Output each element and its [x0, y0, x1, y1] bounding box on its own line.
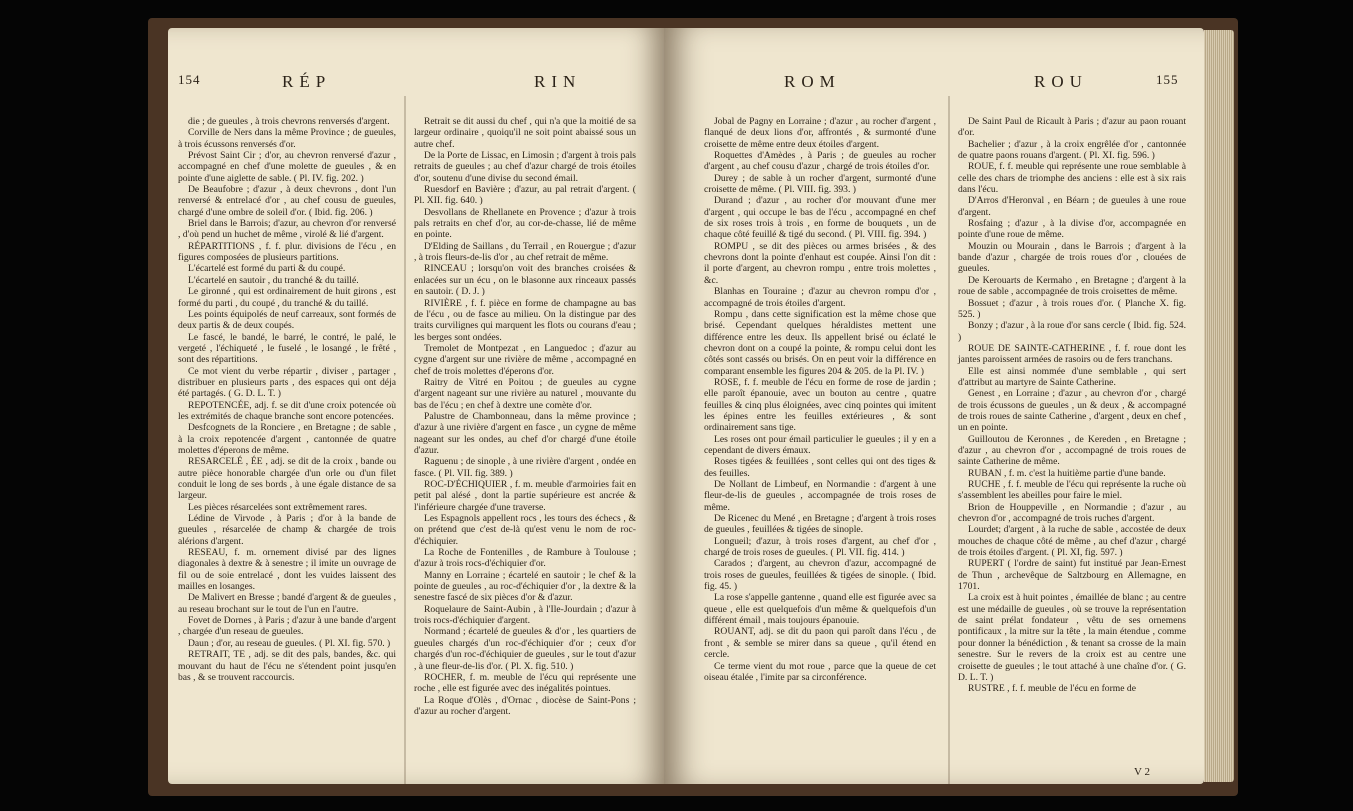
paragraph: Rosfaing ; d'azur , à la divise d'or, accompagnée en pointe d'une roue de même.	[958, 218, 1186, 241]
paragraph: Roses tigées & feuillées , sont celles qui ont des tiges & des feuilles.	[704, 456, 936, 479]
paragraph: Rompu , dans cette signification est la même chose que brisé. Cependant quelques héraldistes mettent une différence entre les deux. Ils appellent brisé ou éclaté le chevron dont on a coupé la pointe, & rompu celui dont les côtés sont cassés ou brisés. On en peut voir la différence en comparant ensemble les figures 204 & 205. de la Pl. IV. )	[704, 308, 936, 377]
page-number-left: 154	[178, 72, 201, 87]
paragraph: die ; de gueules , à trois chevrons renversés d'argent.	[188, 116, 390, 127]
paragraph: RUBAN , f. m. c'est la huitième partie d'une bande.	[968, 467, 1166, 479]
paragraph: ROUE DE SAINTE-CATHERINE , f. f. roue dont les jantes paroissent armées de rasoirs ou de fers tranchans.	[958, 342, 1186, 366]
paragraph: Le fascé, le bandé, le barré, le contré, le palé, le vergeté , l'échiqueté , le fuselé , le losangé , le frêté , sont des répartitions.	[178, 331, 396, 366]
paragraph: RIVIÈRE , f. f. pièce en forme de champagne au bas de l'écu , ou de fasce au milieu. On la distingue par des traits curvilignes qui marquent les flots ou courans d'eau ; les berges sont ondées.	[414, 297, 636, 343]
paragraph: Le gironné , qui est ordinairement de huit girons , est formé du parti , du coupé , du tranché & du taillé.	[178, 286, 396, 309]
paragraph: De Nollant de Limbeuf, en Normandie : d'argent à une fleur-de-lis de gueules , accompagnée de trois roses de même.	[704, 479, 936, 513]
paragraph: ROC-D'ÉCHIQUIER , f. m. meuble d'armoiries fait en petit pal alésé , dont la partie supérieure est ancrée & l'inférieure chargée d'une traverse.	[414, 479, 636, 513]
paragraph: D'Arros d'Heronval , en Béarn ; de gueules à une roue d'argent.	[958, 195, 1186, 218]
paragraph: RESARCELÉ , ÉE , adj. se dit de la croix , bande ou autre pièce honorable chargée d'un orle ou d'un filet conduit le long de ses bords , à une égale distance de sa largeur.	[178, 456, 396, 502]
paragraph: De Saint Paul de Ricault à Paris ; d'azur au paon rouant d'or.	[958, 116, 1186, 139]
page-number-right: 155	[1156, 72, 1179, 87]
paragraph: Retrait se dit aussi du chef , qui n'a que la moitié de sa largeur ordinaire , quoiqu'il ne soit point abaissé sous un autre chef.	[414, 116, 636, 150]
paragraph: Bonzy ; d'azur , à la roue d'or sans cercle ( Ibid. fig. 524. )	[958, 320, 1186, 343]
paragraph: La Roque d'Olès , d'Ornac , diocèse de Saint-Pons ; d'azur au rocher d'argent.	[414, 694, 636, 717]
header-left-left: RÉP	[282, 72, 332, 91]
paragraph: ROCHER, f. m. meuble de l'écu qui représente une roche , elle est figurée avec des inégalités pointues.	[414, 671, 636, 695]
paragraph: Genest , en Lorraine ; d'azur , au chevron d'or , chargé de trois écussons de gueules , un & deux , & accompagné de trois roues de sainte Catherine , d'argent , deux en chef , un en pointe.	[958, 388, 1186, 434]
paragraph: Raitry de Vitré en Poitou ; de gueules au cygne d'argent nageant sur une rivière au naturel , mouvante du bas de l'écu ; en chef à dextre une comète d'or.	[414, 376, 636, 411]
paragraph: RUSTRE , f. f. meuble de l'écu en forme de	[968, 683, 1136, 695]
paragraph: Lourdet; d'argent , à la ruche de sable , accostée de deux mouches de chaque côté de même , au chef d'azur , chargé de trois étoiles d'argent. ( Pl. XI, fig. 597. )	[958, 524, 1186, 559]
paragraph: RINCEAU ; lorsqu'on voit des branches croisées & enlacées sur un écu , on le blasonne aux rinceaux passés en sautoir. ( D. J. )	[414, 263, 636, 298]
paragraph: Prévost Saint Cir ; d'or, au chevron renversé d'azur , accompagné en chef d'une molette de gueules , & en pointe d'une aiglette de sable. ( Pl. IV. fig. 202. )	[178, 150, 396, 184]
paragraph: Les roses ont pour émail particulier le gueules ; il y en a cependant de divers émaux.	[704, 433, 936, 456]
header-right-right: ROU	[1034, 72, 1088, 91]
paragraph: ROMPU , se dit des pièces ou armes brisées , & des chevrons dont la pointe d'enhaut est coupée. Ainsi l'on dit : il porte d'argent, au chevron rompu , entre trois molettes , &c.	[704, 240, 936, 286]
paragraph: Elle est ainsi nommée d'une semblable , qui sert d'attribut au martyre de Sainte Catherine.	[958, 365, 1186, 388]
paragraph: Roquelaure de Saint-Aubin , à l'Ile-Jourdain ; d'azur à trois rocs-d'échiquier d'argent.	[414, 603, 636, 627]
paragraph: La Roche de Fontenilles , de Rambure à Toulouse ; d'azur à trois rocs-d'échiquier d'or.	[414, 547, 636, 570]
paragraph: Manny en Lorraine ; écartelé en sautoir ; le chef & la pointe de gueules , au roc-d'échiquier d'or , la dextre & la senestre fascé de six pièces d'or & d'azur.	[414, 569, 636, 604]
paragraph: De Malivert en Bresse ; bandé d'argent & de gueules , au reseau brochant sur le tout de l'un en l'autre.	[178, 592, 396, 615]
paragraph: Les points équipolés de neuf carreaux, sont formés de deux partis & de deux coupés.	[178, 308, 396, 332]
column-rule-left	[404, 96, 406, 784]
paragraph: La croix est à huit pointes , émaillée de blanc ; au centre est une médaille de gueules , où se trouve la représentation de saint prélat fondateur , vêtu de ses ornemens pontificaux , la mitre sur la tête , la main étendue , comme pour donner la bénédiction , & tenant sa crosse de la main senestre. Sur le revers de la croix est au centre une croisette de gueules ; le tout attaché à une chaîne d'or. ( G. D. L. T. )	[958, 592, 1186, 683]
paragraph: Corville de Ners dans la même Province ; de gueules, à trois écussons renversés d'or.	[178, 127, 396, 150]
paragraph: ROUE, f. f. meuble qui représente une roue semblable à celle des chars de triomphe des anciens : elle est à six rais dans l'écu.	[958, 161, 1186, 196]
paragraph: De Ricenec du Mené , en Bretagne ; d'argent à trois roses de gueules , feuillées & tigées de sinople.	[704, 513, 936, 536]
paragraph: La rose s'appelle gantenne , quand elle est figurée avec sa queue , elle est quelquefois d'un même & quelquefois d'un différent émail , mais toujours épanouie.	[704, 592, 936, 627]
paragraph: Les Espagnols appellent rocs , les tours des échecs , & on prétend que c'est de-là qu'est venu le nom de roc-d'échiquier.	[414, 513, 636, 547]
paragraph: De Kerouarts de Kermaho , en Bretagne ; d'argent à la roue de sable , accompagnée de trois croisettes de même.	[958, 274, 1186, 298]
paragraph: RESEAU, f. m. ornement divisé par des lignes diagonales à dextre & à senestre ; il imite un ouvrage de fil ou de soie entrelacé , dont les vuides laissent des mailles en losanges.	[178, 547, 396, 593]
paragraph: Raguenu ; de sinople , à une rivière d'argent , ondée en fasce. ( Pl. VII. fig. 389. )	[414, 456, 636, 479]
header-right-left: ROM	[784, 72, 841, 91]
paragraph: RUCHE , f. f. meuble de l'écu qui représente la ruche où s'assemblent les abeilles pour faire le miel.	[958, 479, 1186, 502]
paragraph: Durand ; d'azur , au rocher d'or mouvant d'une mer d'argent , qui occupe le bas de l'écu , accompagné en chef de six roses trois à trois , en forme de bouquets , un de chaque côté feuillé & tigé du second. ( Pl. VIII. fig. 394. )	[704, 195, 936, 241]
paragraph: Carados ; d'argent, au chevron d'azur, accompagné de trois roses de gueules, feuillées & tigées de sinople. ( Ibid. fig. 45. )	[704, 558, 936, 593]
paragraph: Roquettes d'Amèdes , à Paris ; de gueules au rocher d'argent , au chef cousu d'azur , chargé de trois étoiles d'or.	[704, 150, 936, 173]
right-page-column-2	[958, 116, 1186, 695]
paragraph: De la Porte de Lissac, en Limosin ; d'argent à trois pals retraits de gueules ; au chef d'azur chargé de trois étoiles d'or, soutenu d'une divise du second émail.	[414, 150, 636, 184]
paragraph: Lédine de Virvode , à Paris ; d'or à la bande de gueules , résarcelée de champ & chargée de trois alérions d'argent.	[178, 513, 396, 547]
paragraph: D'Elding de Saillans , du Terrail , en Rouergue ; d'azur , à trois fleurs-de-lis d'or , au chef retrait de même.	[414, 240, 636, 264]
paragraph: Longueil; d'azur, à trois roses d'argent, au chef d'or , chargé de trois roses de gueules. ( Pl. VII. fig. 414. )	[704, 535, 936, 559]
paragraph: De Beaufobre ; d'azur , à deux chevrons , dont l'un renversé & entrelacé d'or , au chef cousu de gueules, chargé d'une ombre de soleil d'or. ( Ibid. fig. 206. )	[178, 184, 396, 218]
paragraph: Ruesdorf en Bavière ; d'azur, au pal retrait d'argent. ( Pl. XII. fig. 640. )	[414, 184, 636, 207]
paragraph: RUPERT ( l'ordre de saint) fut institué par Jean-Ernest de Thun , archevêque de Saltzbourg en Allemagne, en 1701.	[958, 558, 1186, 593]
left-page-column-2	[414, 116, 636, 717]
paragraph: L'écartelé est formé du parti & du coupé.	[188, 263, 346, 275]
paragraph: Desvollans de Rhellanete en Provence ; d'azur à trois pals retraits en chef d'or, au cor-de-chasse, lié de même en pointe.	[414, 206, 636, 241]
paragraph: Fovet de Dornes , à Paris ; d'azur à une bande d'argent , chargée d'un reseau de gueules.	[178, 615, 396, 638]
paragraph: ROUANT, adj. se dit du paon qui paroît dans l'écu , de front , & semble se mirer dans sa queue , qu'il étend en cercle.	[704, 626, 936, 661]
left-page	[168, 28, 664, 784]
paragraph: Durey ; de sable à un rocher d'argent, surmonté d'une croisette de même. ( Pl. VIII. fig. 393. )	[704, 172, 936, 196]
paragraph: RÉPARTITIONS , f. f. plur. divisions de l'écu , en figures composées de plusieurs partitions.	[178, 240, 396, 264]
paragraph: Les pièces résarcelées sont extrêmement rares.	[188, 501, 367, 513]
paragraph: ROSE, f. f. meuble de l'écu en forme de rose de jardin ; elle paroît épanouie, avec un bouton au centre , quatre feuilles & cinq plus éloignées, avec cinq pointes qui imitent les épines entre les feuilles extérieures , & sont ordinairement sans tige.	[704, 376, 936, 434]
paragraph: Guilloutou de Keronnes , de Kereden , en Bretagne ; d'azur , au chevron d'or , accompagné de trois roues de sainte Catherine de même.	[958, 433, 1186, 468]
column-rule-right	[948, 96, 950, 784]
paragraph: Brion de Houppeville , en Normandie ; d'azur , au chevron d'or , accompagné de trois ruches d'argent.	[958, 501, 1186, 525]
paragraph: Normand ; écartelé de gueules & d'or , les quartiers de gueules chargés d'un roc-d'échiquier d'or ; ceux d'or chargés d'un roc-d'échiquier de gueules , sur le tout d'azur , à une fleur-de-lis d'or. ( Pl. X. fig. 510. )	[414, 626, 636, 672]
paragraph: Bossuet ; d'azur , à trois roues d'or. ( Planche X. fig. 525. )	[958, 297, 1186, 320]
paragraph: REPOTENCÉE, adj. f. se dit d'une croix potencée où les extrémités de chaque branche sont encore potencées.	[178, 399, 396, 422]
right-page	[664, 28, 1204, 784]
paragraph: Daun ; d'or, au reseau de gueules. ( Pl. XI. fig. 570. )	[188, 637, 391, 649]
paragraph: Ce mot vient du verbe répartir , diviser , partager , distribuer en plusieurs parts , des espaces qui ont déja été partagés. ( G. D. L. T. )	[178, 365, 396, 400]
paragraph: Ce terme vient du mot roue , parce que la queue de cet oiseau étalée , l'imite par sa circonférence.	[704, 660, 936, 683]
paragraph: Mouzin ou Mourain , dans le Barrois ; d'argent à la bande d'azur , chargée de trois roues d'or , clouées de gueules.	[958, 240, 1186, 275]
paragraph: Briel dans le Barrois; d'azur, au chevron d'or renversé , d'où pend un huchet de même , virolé & lié d'argent.	[178, 218, 396, 241]
paragraph: Tremolet de Montpezat , en Languedoc ; d'azur au cygne d'argent sur une rivière de même , accompagné en chef de trois molettes d'éperons d'or.	[414, 342, 636, 377]
paragraph: Jobal de Pagny en Lorraine ; d'azur , au rocher d'argent , flanqué de deux lions d'or, affrontés , & surmonté d'une croisette de même entre deux étoiles d'argent.	[704, 116, 936, 150]
right-page-column-1	[704, 116, 936, 683]
left-page-column-1	[178, 116, 396, 683]
header-left-right: RIN	[534, 72, 582, 91]
paragraph: Palustre de Chambonneau, dans la même province ; d'azur à une rivière d'argent en fasce , un cygne de même nageant sur les ondes, au chef d'or chargé d'une étoile d'azur.	[414, 410, 636, 456]
page-fore-edge	[1204, 30, 1234, 782]
paragraph: Desfcognets de la Ronciere , en Bretagne ; de sable , à la croix repotencée d'argent , cantonnée de quatre molettes d'éperons de même.	[178, 422, 396, 456]
signature-mark: V 2	[1134, 766, 1150, 778]
paragraph: Blanhas en Touraine ; d'azur au chevron rompu d'or , accompagné de trois étoiles d'argent.	[704, 286, 936, 309]
paragraph: RETRAIT, TE , adj. se dit des pals, bandes, &c. qui mouvant du haut de l'écu ne s'étendent point jusqu'en bas , & se trouvent raccourcis.	[178, 649, 396, 683]
paragraph: Bachelier ; d'azur , à la croix engrêlée d'or , cantonnée de quatre paons rouans d'argent. ( Pl. XI. fig. 596. )	[958, 138, 1186, 162]
paragraph: L'écartelé en sautoir , du tranché & du taillé.	[188, 274, 359, 286]
